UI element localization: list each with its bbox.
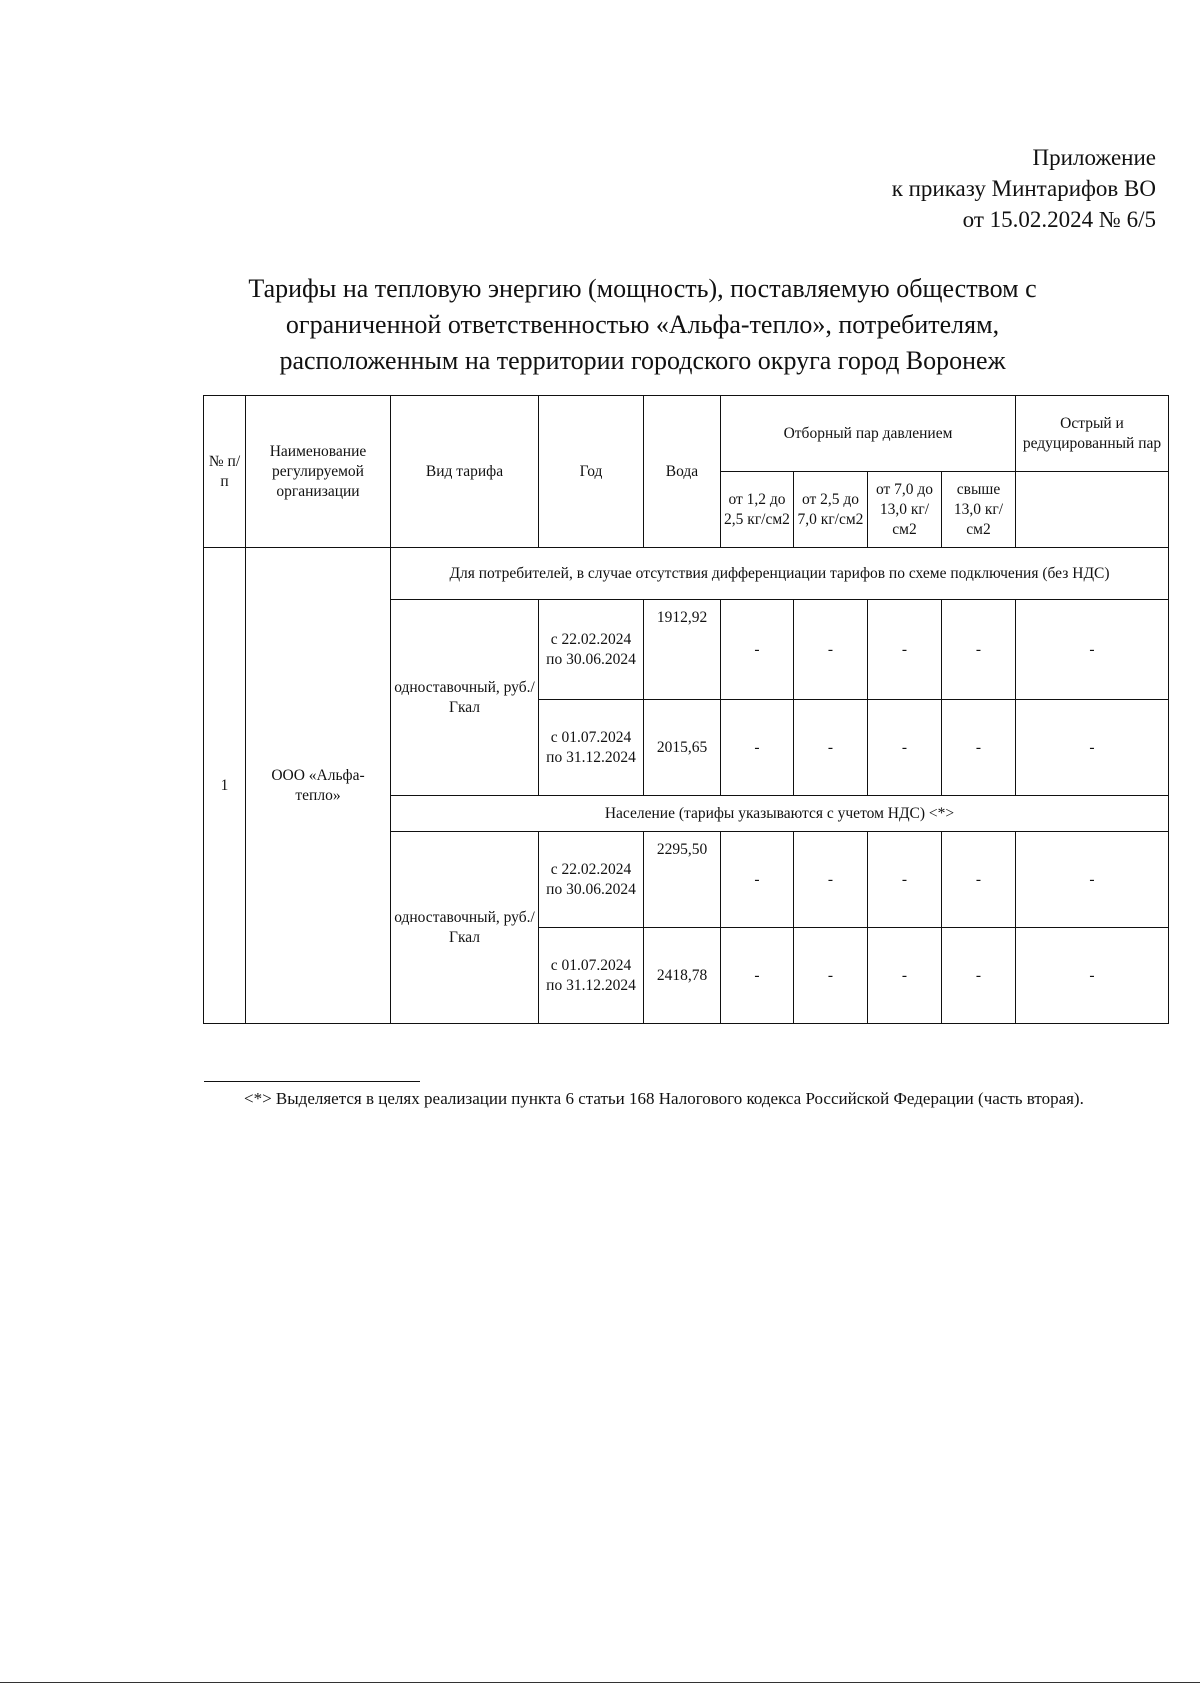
section-1-tariff-type: одноставочный, руб./Гкал xyxy=(391,600,539,796)
pressure-1-cell: - xyxy=(721,832,794,928)
water-tariff-cell: 1912,92 xyxy=(644,600,721,700)
period-cell: с 22.02.2024 по 30.06.2024 xyxy=(539,600,644,700)
pressure-2-cell: - xyxy=(794,700,868,796)
sharp-steam-cell: - xyxy=(1016,832,1169,928)
title-line-3: расположенным на территории городского округа город Воронеж xyxy=(279,346,1006,375)
header-tariff-type: Вид тарифа xyxy=(391,396,539,548)
section-2-title: Население (тарифы указываются с учетом НДС) <*> xyxy=(391,796,1169,832)
section-1-title-row xyxy=(204,548,1169,600)
page-bottom-line xyxy=(0,1682,1200,1683)
water-tariff-cell: 2015,65 xyxy=(644,700,721,796)
appendix-order-date: от 15.02.2024 № 6/5 xyxy=(962,207,1156,232)
header-year: Год xyxy=(539,396,644,548)
pressure-3-cell: - xyxy=(868,928,942,1024)
pressure-1-cell: - xyxy=(721,600,794,700)
header-organization: Наименование регулируемой организации xyxy=(246,396,391,548)
tariff-table xyxy=(203,395,1169,1024)
footnote-divider xyxy=(204,1081,420,1082)
appendix-reference xyxy=(892,142,1156,235)
pressure-1-cell: - xyxy=(721,928,794,1024)
sharp-steam-cell: - xyxy=(1016,600,1169,700)
section-2-tariff-type: одноставочный, руб./Гкал xyxy=(391,832,539,1024)
pressure-2-cell: - xyxy=(794,832,868,928)
header-number: № п/п xyxy=(204,396,246,548)
period-cell: с 22.02.2024 по 30.06.2024 xyxy=(539,832,644,928)
appendix-label: Приложение xyxy=(1032,145,1156,170)
header-pressure-1: от 1,2 до 2,5 кг/см2 xyxy=(721,472,794,548)
header-sharp-steam: Острый и редуцированный пар xyxy=(1016,396,1169,472)
pressure-4-cell: - xyxy=(942,928,1016,1024)
pressure-4-cell: - xyxy=(942,832,1016,928)
header-pressure-2: от 2,5 до 7,0 кг/см2 xyxy=(794,472,868,548)
title-line-2: ограниченной ответственностью «Альфа-тепло», потребителям, xyxy=(285,310,1000,339)
pressure-3-cell: - xyxy=(868,700,942,796)
sharp-steam-cell: - xyxy=(1016,700,1169,796)
header-water: Вода xyxy=(644,396,721,548)
sharp-steam-cell: - xyxy=(1016,928,1169,1024)
water-tariff-cell: 2418,78 xyxy=(644,928,721,1024)
pressure-3-cell: - xyxy=(868,600,942,700)
water-tariff-cell: 2295,50 xyxy=(644,832,721,928)
header-extraction-steam: Отборный пар давлением xyxy=(721,396,1016,472)
document-title xyxy=(200,271,1085,379)
appendix-order-ref: к приказу Минтарифов ВО xyxy=(891,176,1156,201)
pressure-4-cell: - xyxy=(942,700,1016,796)
period-cell: с 01.07.2024 по 31.12.2024 xyxy=(539,700,644,796)
row-number-cell: 1 xyxy=(204,548,246,1024)
header-sharp-steam-sub xyxy=(1016,472,1169,548)
pressure-3-cell: - xyxy=(868,832,942,928)
pressure-4-cell: - xyxy=(942,600,1016,700)
header-pressure-4: свыше 13,0 кг/см2 xyxy=(942,472,1016,548)
pressure-2-cell: - xyxy=(794,600,868,700)
header-pressure-3: от 7,0 до 13,0 кг/см2 xyxy=(868,472,942,548)
header-row-1 xyxy=(204,396,1169,472)
organization-name-cell: ООО «Альфа-тепло» xyxy=(246,548,391,1024)
pressure-1-cell: - xyxy=(721,700,794,796)
pressure-2-cell: - xyxy=(794,928,868,1024)
title-line-1: Тарифы на тепловую энергию (мощность), поставляемую обществом с xyxy=(248,274,1037,303)
footnote-text: <*> Выделяется в целях реализации пункта 6 статьи 168 Налогового кодекса Российской Федерации (часть вторая). xyxy=(244,1089,1084,1108)
section-1-title: Для потребителей, в случае отсутствия дифференциации тарифов по схеме подключения (без НДС) xyxy=(391,548,1169,600)
period-cell: с 01.07.2024 по 31.12.2024 xyxy=(539,928,644,1024)
